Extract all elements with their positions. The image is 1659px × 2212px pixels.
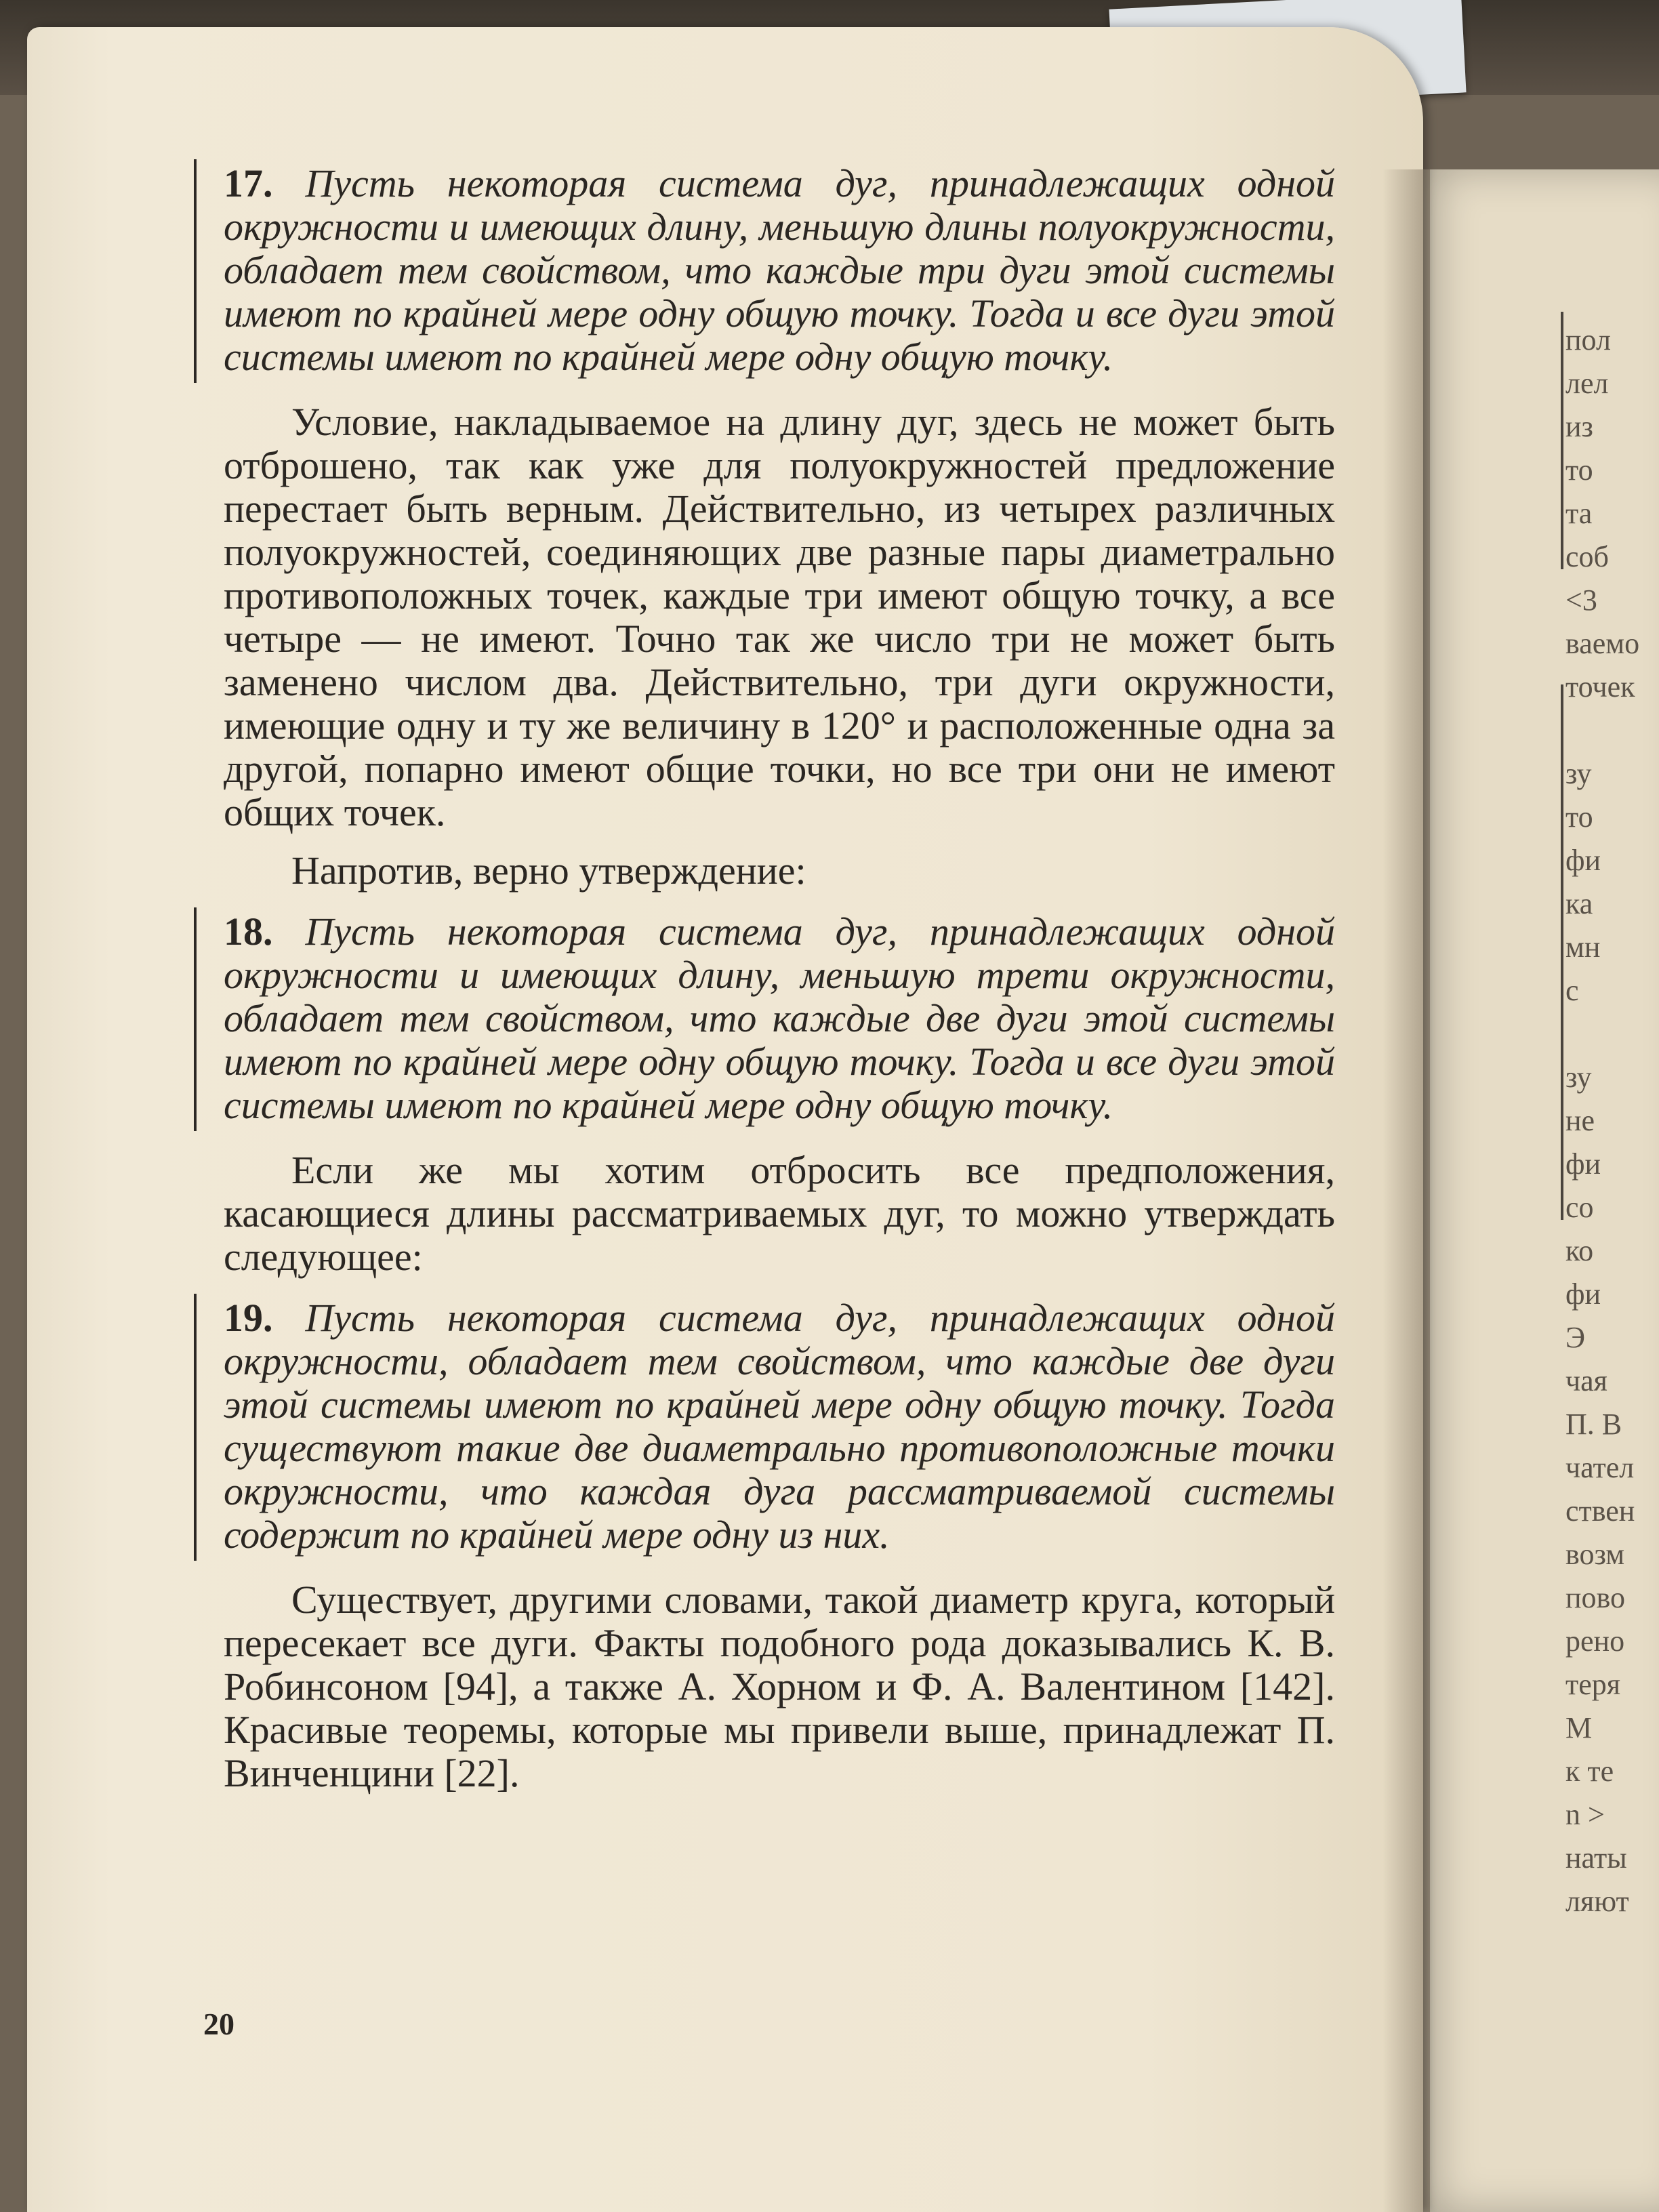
adjacent-fragment: ствен — [1565, 1494, 1635, 1528]
adjacent-fragment: лел — [1565, 367, 1609, 400]
adjacent-page-text — [1565, 319, 1659, 1923]
adjacent-fragment: с — [1565, 974, 1579, 1007]
adjacent-fragment: ко — [1565, 1234, 1594, 1267]
adjacent-fragment: П. В — [1565, 1408, 1622, 1441]
adjacent-fragment: пол — [1565, 323, 1611, 356]
theorem-18 — [194, 907, 1335, 1131]
theorem-19 — [194, 1294, 1335, 1561]
adjacent-fragment: ляют — [1565, 1885, 1629, 1918]
theorem-number: 19. — [224, 1296, 273, 1340]
adjacent-fragment: теря — [1565, 1668, 1620, 1701]
adjacent-fragment: <3 — [1565, 583, 1597, 617]
adjacent-fragment: зу — [1565, 1061, 1592, 1094]
adjacent-fragment: из — [1565, 410, 1593, 443]
adjacent-fragment: зу — [1565, 757, 1592, 790]
adjacent-theorem-rule — [1561, 684, 1563, 1220]
theorem-17 — [194, 159, 1335, 383]
adjacent-fragment — [1565, 709, 1659, 752]
adjacent-fragment: чател — [1565, 1451, 1635, 1484]
adjacent-fragment: n > — [1565, 1798, 1605, 1831]
adjacent-fragment — [1565, 1012, 1659, 1056]
adjacent-fragment: рено — [1565, 1624, 1625, 1658]
adjacent-fragment: то — [1565, 800, 1593, 834]
theorem-text: Пусть некоторая система дуг, принадлежащих одной окружности и имеющих длину, меньшую трети окружности, обладает тем свойством, что каждые две дуги этой системы имеют по крайней мере одну общую точку. Тогда и все дуги этой системы имеют по крайней мере одну общую точку. — [224, 909, 1336, 1127]
theorem-number: 18. — [224, 909, 273, 954]
paragraph: Напротив, верно утверждение: — [291, 848, 806, 893]
paragraph: Если же мы хотим отбросить все предположения, касающиеся длины рассматриваемых дуг, то можно утверждать следующее: — [224, 1148, 1335, 1279]
adjacent-fragment: ваемо — [1565, 627, 1640, 660]
adjacent-fragment: фи — [1565, 844, 1601, 877]
adjacent-fragment: Э — [1565, 1321, 1586, 1354]
adjacent-fragment: со — [1565, 1191, 1594, 1224]
page-text — [224, 159, 1335, 1810]
theorem-text: Пусть некоторая система дуг, принадлежащих одной окружности, обладает тем свойством, что каждые две дуги этой системы имеют по крайней мере одну общую точку. Тогда существуют такие две диаметрально противоположные точки окружности, что каждая дуга рассматриваемой системы содержит по крайней мере одну из них. — [224, 1296, 1336, 1557]
adjacent-theorem-rule — [1561, 312, 1563, 569]
adjacent-fragment: соб — [1565, 540, 1609, 573]
page-gutter — [1382, 169, 1430, 2212]
adjacent-fragment: та — [1565, 497, 1593, 530]
adjacent-fragment: ка — [1565, 887, 1593, 920]
theorem-number: 17. — [224, 161, 273, 205]
adjacent-fragment: мн — [1565, 930, 1601, 964]
adjacent-fragment: пово — [1565, 1581, 1626, 1614]
adjacent-fragment: возм — [1565, 1538, 1625, 1571]
adjacent-fragment: чая — [1565, 1364, 1607, 1397]
adjacent-fragment: фи — [1565, 1277, 1601, 1311]
adjacent-fragment: М — [1565, 1711, 1593, 1744]
page-number: 20 — [203, 2007, 234, 2041]
theorem-text: Пусть некоторая система дуг, принадлежащих одной окружности и имеющих длину, меньшую длины полуокружности, обладает тем свойством, что каждые три дуги этой системы имеют по крайней мере одну общую точку. Тогда и все дуги этой системы имеют по крайней мере одну общую точку. — [224, 161, 1336, 379]
adjacent-fragment: то — [1565, 453, 1593, 487]
adjacent-fragment: к те — [1565, 1755, 1614, 1788]
adjacent-fragment: не — [1565, 1104, 1595, 1137]
adjacent-fragment: точек — [1565, 670, 1635, 703]
paragraph: Условие, накладываемое на длину дуг, здесь не может быть отброшено, так как уже для полуокружностей предложение перестает быть верным. Действительно, из четырех различных полуокружностей, соединяющих две разные пары диаметрально противоположных точек, каждые три имеют общую точку, а все четыре — не имеют. Точно так же число три не может быть заменено числом два. Действительно, три дуги окружности, имеющие одну и ту же величину в 120° и расположенные одна за другой, попарно имеют общие точки, но все три они не имеют общих точек. — [224, 400, 1335, 834]
adjacent-fragment: фи — [1565, 1147, 1601, 1181]
paragraph: Существует, другими словами, такой диаметр круга, который пересекает все дуги. Факты подобного рода доказывались К. В. Робинсоном [94], а также А. Хорном и Ф. А. Валентином [142]. Красивые теоремы, которые мы привели выше, принадлежат П. Винченцини [22]. — [224, 1578, 1335, 1795]
adjacent-fragment: наты — [1565, 1841, 1627, 1875]
